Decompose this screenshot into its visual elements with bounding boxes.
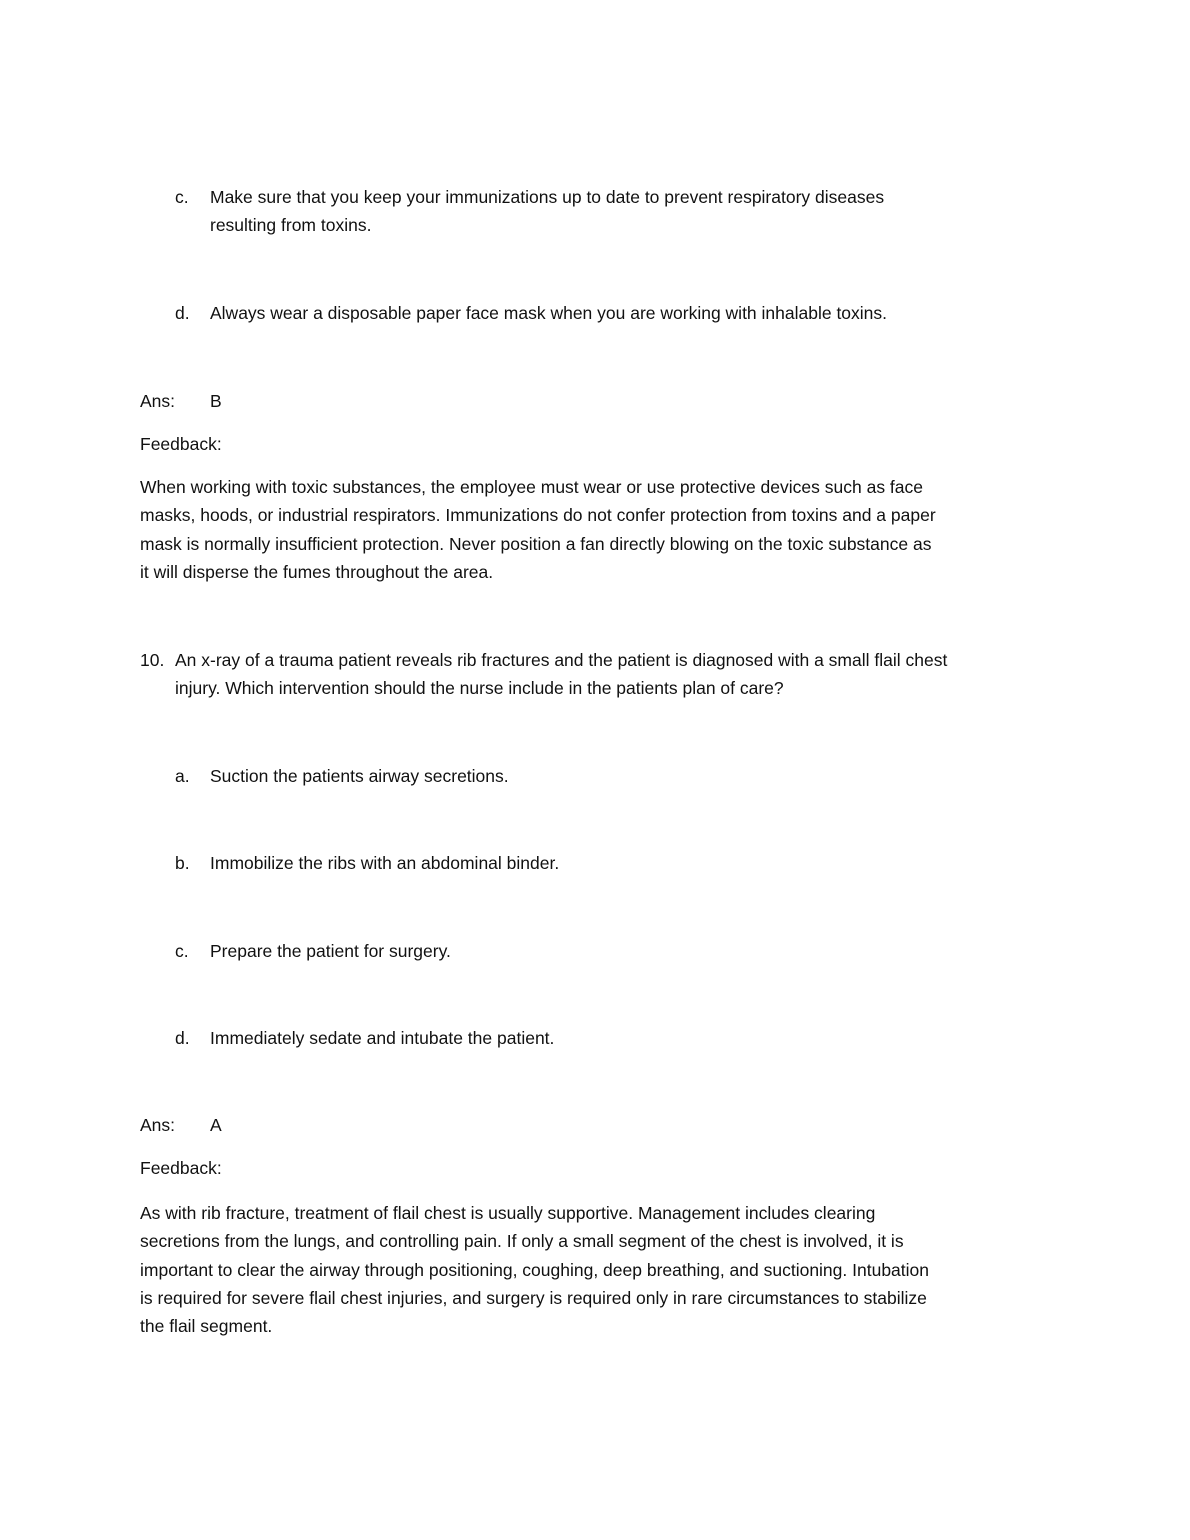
text-line: resulting from toxins.	[210, 215, 372, 236]
feedback-label: Feedback:	[140, 1158, 222, 1178]
answer-label: Ans:	[140, 391, 176, 411]
text-line: When working with toxic substances, the employee must wear or use protective devices such as face	[140, 477, 924, 497]
option-text: Always wear a disposable paper face mask when you are working with inhalable toxins.	[210, 303, 888, 323]
option-letter: a.	[175, 766, 190, 786]
text-line: it will disperse the fumes throughout the area.	[140, 561, 494, 582]
text-line: As with rib fracture, treatment of flail chest is usually supportive. Management includes clearing	[140, 1203, 876, 1223]
option-letter: b.	[175, 853, 190, 873]
option-text	[210, 183, 884, 240]
option-text: Prepare the patient for surgery.	[210, 941, 451, 961]
text-line: mask is normally insufficient protection. Never position a fan directly blowing on the toxic substance as	[140, 533, 932, 554]
text-line: important to clear the airway through positioning, coughing, deep breathing, and suctioning. Intubation	[140, 1259, 929, 1280]
feedback-text	[140, 1199, 929, 1340]
option-letter: c.	[175, 187, 189, 207]
option-letter: d.	[175, 1028, 190, 1048]
answer-value: B	[210, 391, 222, 411]
question-text	[175, 646, 947, 703]
option-text: Immediately sedate and intubate the patient.	[210, 1028, 555, 1048]
option-text: Immobilize the ribs with an abdominal binder.	[210, 853, 560, 873]
question-number: 10.	[140, 650, 165, 670]
feedback-text	[140, 473, 936, 586]
option-letter: c.	[175, 941, 189, 961]
answer-label: Ans:	[140, 1115, 176, 1135]
option-letter: d.	[175, 303, 190, 323]
option-text: Suction the patients airway secretions.	[210, 766, 509, 786]
text-line: secretions from the lungs, and controlling pain. If only a small segment of the chest is involved, it is	[140, 1231, 904, 1252]
answer-value: A	[210, 1115, 222, 1135]
feedback-label: Feedback:	[140, 434, 222, 454]
text-line: An x-ray of a trauma patient reveals rib fractures and the patient is diagnosed with a small flail chest	[175, 650, 948, 670]
text-line: Make sure that you keep your immunizations up to date to prevent respiratory diseases	[210, 187, 885, 207]
text-line: injury. Which intervention should the nurse include in the patients plan of care?	[175, 678, 784, 699]
text-line: the flail segment.	[140, 1316, 273, 1337]
text-line: masks, hoods, or industrial respirators. Immunizations do not confer protection from toxins and a paper	[140, 505, 936, 526]
text-line: is required for severe flail chest injuries, and surgery is required only in rare circumstances to stabilize	[140, 1287, 927, 1308]
